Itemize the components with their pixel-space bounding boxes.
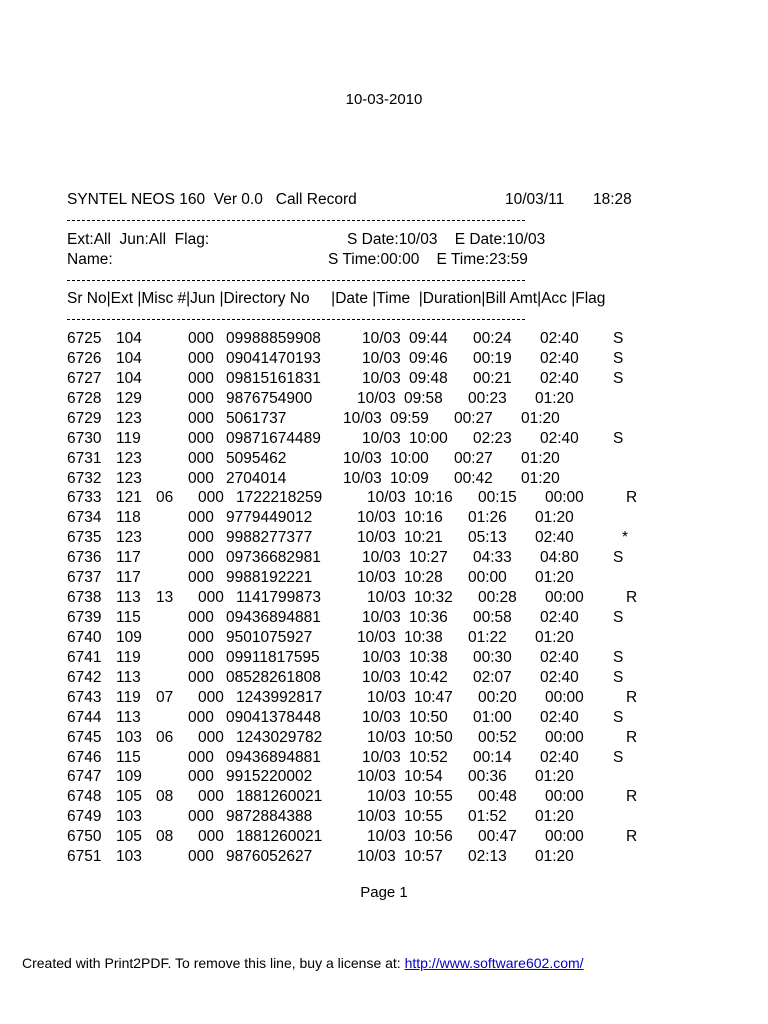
- directory-no-cell: 1881260021: [236, 788, 323, 806]
- duration-cell: 02:07: [473, 668, 512, 686]
- ext-cell: 117: [116, 569, 141, 587]
- page-number: Page 1: [360, 884, 408, 901]
- ext-cell: 119: [116, 429, 141, 447]
- report-date: 10/03/11: [505, 191, 565, 208]
- time-cell: 09:44: [409, 330, 448, 347]
- date-cell: 10/03: [367, 728, 406, 746]
- date-cell: 10/03: [367, 589, 406, 607]
- flag-cell: S: [613, 609, 624, 627]
- directory-no-cell: 9876754900: [226, 389, 313, 407]
- license-link[interactable]: http://www.software602.com/: [404, 955, 584, 971]
- duration-cell: 00:28: [478, 589, 517, 607]
- jun-cell: 000: [188, 648, 214, 666]
- directory-no-cell: 9988192221: [226, 569, 313, 587]
- jun-cell: 000: [188, 369, 214, 387]
- misc-cell: 08: [156, 788, 174, 806]
- duration-cell: 00:23: [468, 389, 507, 407]
- ext-cell: 105: [116, 828, 142, 846]
- ext-cell: 129: [116, 389, 142, 407]
- duration-cell: 00:48: [478, 788, 517, 806]
- date-cell: 10/03: [357, 808, 396, 826]
- directory-no-cell: 09736682981: [226, 549, 321, 567]
- table-row: [0, 589, 768, 609]
- ext-cell: 105: [116, 788, 142, 806]
- sr-no-cell: 6729: [67, 409, 102, 427]
- bill-amt-cell: 00:00: [545, 489, 584, 507]
- time-cell: 10:42: [409, 668, 448, 686]
- date-cell: 10/03: [357, 529, 396, 547]
- jun-cell: 000: [188, 708, 214, 726]
- bill-amt-cell: 02:40: [540, 748, 579, 766]
- bill-amt-cell: 01:20: [535, 569, 574, 587]
- misc-cell: 07: [156, 688, 174, 706]
- flag-cell: S: [613, 668, 624, 686]
- bill-amt-cell: 00:00: [545, 828, 584, 846]
- jun-cell: 000: [188, 748, 214, 766]
- bill-amt-cell: 02:40: [540, 609, 579, 627]
- directory-no-cell: 09041470193: [226, 349, 321, 367]
- time-cell: 10:50: [409, 708, 448, 726]
- table-row: [0, 689, 768, 709]
- table-row: [0, 768, 768, 788]
- flag-cell: R: [626, 589, 638, 607]
- table-row: [0, 509, 768, 529]
- flag-cell: S: [613, 349, 624, 367]
- bill-amt-cell: 01:20: [535, 768, 574, 786]
- jun-cell: 000: [188, 449, 214, 467]
- bill-amt-cell: 01:20: [535, 509, 574, 527]
- flag-cell: S: [613, 708, 624, 726]
- table-row: [0, 370, 768, 390]
- directory-no-cell: 9501075927: [226, 628, 313, 646]
- misc-cell: 06: [156, 728, 174, 746]
- jun-cell: 000: [198, 788, 224, 806]
- directory-no-cell: 9876052627: [226, 848, 313, 866]
- ext-cell: 123: [116, 469, 142, 487]
- flag-cell: *: [622, 529, 629, 547]
- ext-cell: 103: [116, 808, 142, 826]
- duration-cell: 05:13: [468, 529, 507, 547]
- bill-amt-cell: 01:20: [535, 848, 574, 866]
- bill-amt-cell: 01:20: [521, 469, 560, 487]
- duration-cell: 00:19: [473, 349, 512, 367]
- bill-amt-cell: 02:40: [540, 648, 579, 666]
- table-row: [0, 569, 768, 589]
- sr-no-cell: 6732: [67, 469, 102, 487]
- date-cell: 10/03: [343, 449, 382, 467]
- ext-cell: 123: [116, 409, 142, 427]
- date-cell: 10/03: [362, 349, 401, 367]
- separator-line: [67, 220, 525, 221]
- sr-no-cell: 6725: [67, 330, 102, 347]
- time-cell: 10:27: [409, 549, 448, 567]
- directory-no-cell: 9988277377: [226, 529, 313, 547]
- ext-cell: 109: [116, 768, 142, 786]
- time-cell: 10:55: [414, 788, 453, 806]
- jun-cell: 000: [188, 768, 214, 786]
- ext-cell: 104: [116, 330, 142, 347]
- directory-no-cell: 09041378448: [226, 708, 321, 726]
- bill-amt-cell: 00:00: [545, 728, 584, 746]
- duration-cell: 00:15: [478, 489, 517, 507]
- separator-line: [67, 280, 525, 281]
- flag-cell: R: [626, 489, 638, 507]
- table-row: [0, 430, 768, 450]
- table-row: [0, 729, 768, 749]
- report-time: 18:28: [593, 191, 632, 208]
- duration-cell: 00:27: [454, 449, 493, 467]
- time-cell: 10:28: [404, 569, 443, 587]
- time-cell: 10:32: [414, 589, 453, 607]
- jun-cell: 000: [198, 728, 224, 746]
- duration-cell: 01:52: [468, 808, 507, 826]
- bill-amt-cell: 02:40: [540, 429, 579, 447]
- table-row: [0, 788, 768, 808]
- filter-date-range: S Date:10/03 E Date:10/03: [347, 231, 546, 248]
- directory-no-cell: 09871674489: [226, 429, 321, 447]
- directory-no-cell: 5095462: [226, 449, 287, 467]
- ext-cell: 123: [116, 529, 142, 547]
- date-cell: 10/03: [357, 569, 396, 587]
- duration-cell: 00:14: [473, 748, 512, 766]
- directory-no-cell: 09436894881: [226, 609, 321, 627]
- directory-no-cell: 2704014: [226, 469, 287, 487]
- duration-cell: 00:30: [473, 648, 512, 666]
- directory-no-cell: 1243992817: [236, 688, 323, 706]
- flag-cell: R: [626, 828, 638, 846]
- jun-cell: 000: [188, 409, 214, 427]
- date-cell: 10/03: [343, 469, 382, 487]
- directory-no-cell: 5061737: [226, 409, 287, 427]
- sr-no-cell: 6731: [67, 449, 102, 467]
- duration-cell: 00:21: [473, 369, 512, 387]
- table-row: [0, 828, 768, 848]
- date-cell: 10/03: [362, 549, 401, 567]
- ext-cell: 103: [116, 728, 142, 746]
- ext-cell: 113: [116, 668, 141, 686]
- bill-amt-cell: 04:80: [540, 549, 579, 567]
- duration-cell: 00:24: [473, 330, 512, 347]
- jun-cell: 000: [188, 509, 214, 527]
- bill-amt-cell: 00:00: [545, 589, 584, 607]
- time-cell: 10:54: [404, 768, 443, 786]
- duration-cell: 00:36: [468, 768, 507, 786]
- flag-cell: S: [613, 330, 624, 347]
- misc-cell: 08: [156, 828, 174, 846]
- directory-no-cell: 1722218259: [236, 489, 323, 507]
- flag-cell: S: [613, 648, 624, 666]
- ext-cell: 104: [116, 369, 142, 387]
- time-cell: 10:36: [409, 609, 448, 627]
- sr-no-cell: 6738: [67, 589, 102, 607]
- duration-cell: 02:13: [468, 848, 507, 866]
- time-cell: 10:21: [404, 529, 443, 547]
- flag-cell: S: [613, 369, 624, 387]
- sr-no-cell: 6739: [67, 609, 102, 627]
- sr-no-cell: 6742: [67, 668, 102, 686]
- time-cell: 10:16: [414, 489, 453, 507]
- date-cell: 10/03: [362, 648, 401, 666]
- time-cell: 10:47: [414, 688, 453, 706]
- duration-cell: 01:26: [468, 509, 507, 527]
- duration-cell: 00:27: [454, 409, 493, 427]
- jun-cell: 000: [198, 828, 224, 846]
- ext-cell: 119: [116, 648, 141, 666]
- jun-cell: 000: [188, 529, 214, 547]
- table-row: [0, 848, 768, 868]
- table-row: [0, 669, 768, 689]
- report-title: SYNTEL NEOS 160 Ver 0.0 Call Record: [67, 191, 357, 208]
- directory-no-cell: 09436894881: [226, 748, 321, 766]
- time-cell: 09:58: [404, 389, 443, 407]
- sr-no-cell: 6750: [67, 828, 102, 846]
- directory-no-cell: 1243029782: [236, 728, 323, 746]
- time-cell: 09:46: [409, 349, 448, 367]
- ext-cell: 123: [116, 449, 142, 467]
- jun-cell: 000: [188, 609, 214, 627]
- date-cell: 10/03: [367, 688, 406, 706]
- date-cell: 10/03: [357, 848, 396, 866]
- directory-no-cell: 1141799873: [236, 589, 322, 607]
- duration-cell: 01:22: [468, 628, 507, 646]
- date-cell: 10/03: [357, 768, 396, 786]
- date-cell: 10/03: [357, 628, 396, 646]
- sr-no-cell: 6745: [67, 728, 102, 746]
- table-row: [0, 629, 768, 649]
- jun-cell: 000: [188, 668, 214, 686]
- misc-cell: 06: [156, 489, 174, 507]
- date-cell: 10/03: [367, 489, 406, 507]
- duration-cell: 04:33: [473, 549, 512, 567]
- bill-amt-cell: 02:40: [540, 349, 579, 367]
- ext-cell: 104: [116, 349, 142, 367]
- directory-no-cell: 08528261808: [226, 668, 321, 686]
- directory-no-cell: 1881260021: [236, 828, 323, 846]
- ext-cell: 113: [116, 708, 141, 726]
- flag-cell: R: [626, 728, 638, 746]
- date-cell: 10/03: [362, 429, 401, 447]
- duration-cell: 00:58: [473, 609, 512, 627]
- table-row: [0, 749, 768, 769]
- date-cell: 10/03: [362, 668, 401, 686]
- sr-no-cell: 6741: [67, 648, 102, 666]
- table-row: [0, 470, 768, 490]
- time-cell: 10:57: [404, 848, 443, 866]
- date-cell: 10/03: [362, 708, 401, 726]
- time-cell: 10:00: [409, 429, 448, 447]
- filter-time-range: S Time:00:00 E Time:23:59: [328, 251, 528, 268]
- bill-amt-cell: 02:40: [540, 708, 579, 726]
- flag-cell: R: [626, 688, 638, 706]
- jun-cell: 000: [188, 848, 214, 866]
- sr-no-cell: 6751: [67, 848, 102, 866]
- filter-line-2: Name:: [67, 251, 113, 268]
- column-header: Sr No|Ext |Misc #|Jun |Directory No |Date |Time |Duration|Bill Amt|Acc |Flag: [67, 290, 606, 307]
- ext-cell: 109: [116, 628, 142, 646]
- sr-no-cell: 6749: [67, 808, 102, 826]
- flag-cell: S: [613, 549, 624, 567]
- sr-no-cell: 6734: [67, 509, 102, 527]
- bill-amt-cell: 02:40: [535, 529, 574, 547]
- table-row: [0, 489, 768, 509]
- ext-cell: 115: [116, 748, 141, 766]
- jun-cell: 000: [188, 389, 214, 407]
- bill-amt-cell: 02:40: [540, 369, 579, 387]
- table-row: [0, 410, 768, 430]
- flag-cell: R: [626, 788, 638, 806]
- table-row: [0, 549, 768, 569]
- ext-cell: 119: [116, 688, 141, 706]
- time-cell: 10:52: [409, 748, 448, 766]
- duration-cell: 00:20: [478, 688, 517, 706]
- filter-line-1: Ext:All Jun:All Flag:: [67, 231, 210, 248]
- time-cell: 10:00: [390, 449, 429, 467]
- sr-no-cell: 6747: [67, 768, 102, 786]
- table-row: [0, 808, 768, 828]
- bill-amt-cell: 01:20: [521, 409, 560, 427]
- jun-cell: 000: [188, 429, 214, 447]
- ext-cell: 117: [116, 549, 141, 567]
- directory-no-cell: 09911817595: [226, 648, 320, 666]
- time-cell: 09:59: [390, 409, 429, 427]
- jun-cell: 000: [188, 330, 214, 347]
- directory-no-cell: 09815161831: [226, 369, 321, 387]
- table-row: [0, 709, 768, 729]
- date-cell: 10/03: [362, 609, 401, 627]
- date-cell: 10/03: [362, 369, 401, 387]
- table-row: [0, 330, 768, 350]
- jun-cell: 000: [198, 489, 224, 507]
- bill-amt-cell: 01:20: [535, 808, 574, 826]
- time-cell: 10:16: [404, 509, 443, 527]
- sr-no-cell: 6735: [67, 529, 102, 547]
- jun-cell: 000: [188, 349, 214, 367]
- table-row: [0, 350, 768, 370]
- jun-cell: 000: [198, 589, 224, 607]
- date-cell: 10/03: [367, 828, 406, 846]
- time-cell: 10:09: [390, 469, 429, 487]
- duration-cell: 00:47: [478, 828, 517, 846]
- sr-no-cell: 6727: [67, 369, 102, 387]
- table-row: [0, 529, 768, 549]
- sr-no-cell: 6726: [67, 349, 102, 367]
- footer-text: Created with Print2PDF. To remove this line, buy a license at:: [22, 955, 405, 971]
- table-row: [0, 649, 768, 669]
- sr-no-cell: 6730: [67, 429, 102, 447]
- sr-no-cell: 6733: [67, 489, 102, 507]
- bill-amt-cell: 01:20: [535, 389, 574, 407]
- time-cell: 10:56: [414, 828, 453, 846]
- sr-no-cell: 6746: [67, 748, 102, 766]
- date-cell: 10/03: [357, 509, 396, 527]
- sr-no-cell: 6737: [67, 569, 102, 587]
- print2pdf-footer: [22, 955, 584, 971]
- sr-no-cell: 6748: [67, 788, 102, 806]
- directory-no-cell: 9872884388: [226, 808, 313, 826]
- sr-no-cell: 6728: [67, 389, 102, 407]
- ext-cell: 118: [116, 509, 141, 527]
- table-row: [0, 450, 768, 470]
- ext-cell: 121: [116, 489, 142, 507]
- duration-cell: 02:23: [473, 429, 512, 447]
- time-cell: 10:55: [404, 808, 443, 826]
- separator-line: [67, 319, 525, 320]
- jun-cell: 000: [198, 688, 224, 706]
- flag-cell: S: [613, 429, 624, 447]
- jun-cell: 000: [188, 808, 214, 826]
- misc-cell: 13: [156, 589, 174, 607]
- flag-cell: S: [613, 748, 624, 766]
- jun-cell: 000: [188, 549, 214, 567]
- bill-amt-cell: 00:00: [545, 688, 584, 706]
- ext-cell: 115: [116, 609, 141, 627]
- duration-cell: 00:52: [478, 728, 517, 746]
- ext-cell: 113: [116, 589, 141, 607]
- sr-no-cell: 6736: [67, 549, 102, 567]
- date-cell: 10/03: [357, 389, 396, 407]
- date-cell: 10/03: [367, 788, 406, 806]
- jun-cell: 000: [188, 569, 214, 587]
- jun-cell: 000: [188, 628, 214, 646]
- time-cell: 09:48: [409, 369, 448, 387]
- sr-no-cell: 6743: [67, 688, 102, 706]
- date-cell: 10/03: [362, 748, 401, 766]
- date-cell: 10/03: [362, 330, 401, 347]
- print-date: 10-03-2010: [345, 91, 423, 108]
- bill-amt-cell: 01:20: [535, 628, 574, 646]
- time-cell: 10:38: [409, 648, 448, 666]
- directory-no-cell: 09988859908: [226, 330, 321, 347]
- date-cell: 10/03: [343, 409, 382, 427]
- bill-amt-cell: 02:40: [540, 330, 579, 347]
- directory-no-cell: 9915220002: [226, 768, 313, 786]
- duration-cell: 00:00: [468, 569, 507, 587]
- directory-no-cell: 9779449012: [226, 509, 313, 527]
- bill-amt-cell: 02:40: [540, 668, 579, 686]
- ext-cell: 103: [116, 848, 142, 866]
- jun-cell: 000: [188, 469, 214, 487]
- time-cell: 10:50: [414, 728, 453, 746]
- bill-amt-cell: 00:00: [545, 788, 584, 806]
- duration-cell: 00:42: [454, 469, 493, 487]
- sr-no-cell: 6744: [67, 708, 102, 726]
- duration-cell: 01:00: [473, 708, 512, 726]
- bill-amt-cell: 01:20: [521, 449, 560, 467]
- time-cell: 10:38: [404, 628, 443, 646]
- table-row: [0, 390, 768, 410]
- sr-no-cell: 6740: [67, 628, 102, 646]
- table-row: [0, 609, 768, 629]
